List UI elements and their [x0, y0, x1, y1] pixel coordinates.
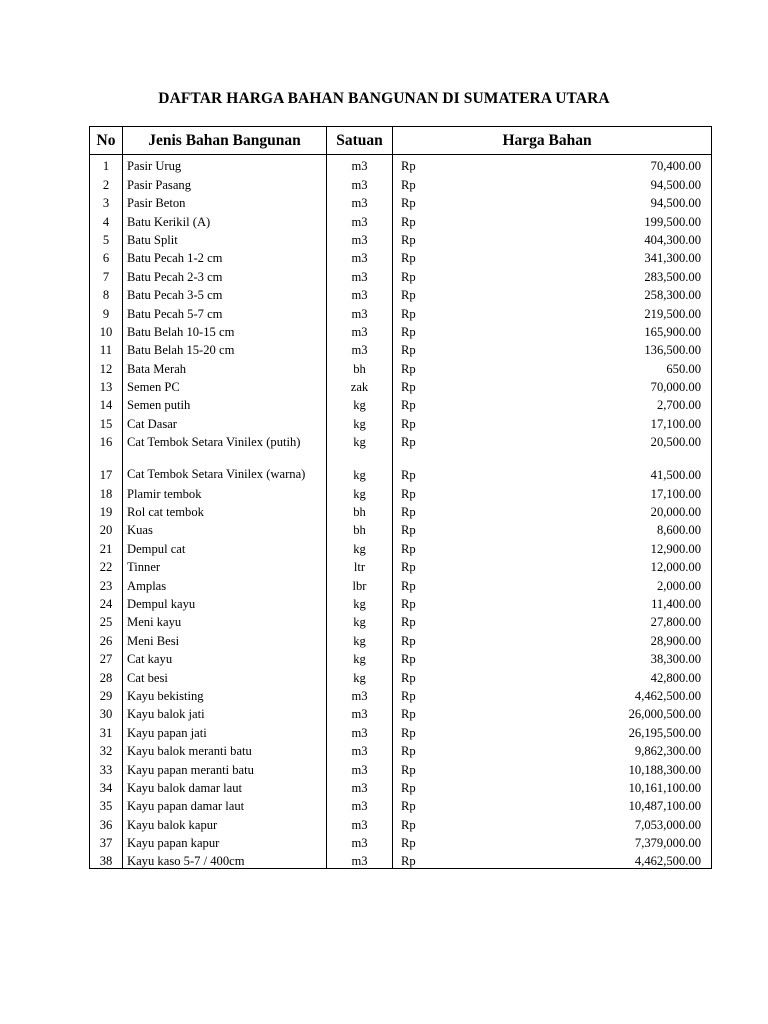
- row-no: 12: [90, 357, 123, 375]
- table-row: [90, 192, 712, 210]
- row-no: 26: [90, 629, 123, 647]
- row-no: 34: [90, 777, 123, 795]
- row-name: Batu Pecah 2-3 cm: [123, 265, 327, 283]
- row-no: 31: [90, 721, 123, 739]
- row-no: 7: [90, 265, 123, 283]
- row-price: 41,500.00: [471, 449, 712, 482]
- row-currency: Rp: [401, 324, 416, 339]
- row-unit: kg: [327, 611, 393, 629]
- row-price: 94,500.00: [471, 173, 712, 191]
- table-row: [90, 155, 712, 174]
- table-row: [90, 629, 712, 647]
- row-price: 12,900.00: [471, 537, 712, 555]
- header-no: No: [90, 127, 123, 155]
- row-currency: Rp: [401, 578, 416, 593]
- row-name: Plamir tembok: [123, 482, 327, 500]
- row-currency: Rp: [401, 361, 416, 376]
- row-price: 94,500.00: [471, 192, 712, 210]
- table-row: [90, 284, 712, 302]
- row-unit: m3: [327, 685, 393, 703]
- row-price: 7,053,000.00: [471, 813, 712, 831]
- header-name: Jenis Bahan Bangunan: [123, 127, 327, 155]
- row-currency: Rp: [401, 744, 416, 759]
- row-currency: Rp: [401, 196, 416, 211]
- row-no: 21: [90, 537, 123, 555]
- row-name: Batu Split: [123, 229, 327, 247]
- row-price: 4,462,500.00: [471, 685, 712, 703]
- row-name: Cat kayu: [123, 648, 327, 666]
- row-price: 70,000.00: [471, 376, 712, 394]
- row-name: Batu Pecah 5-7 cm: [123, 302, 327, 320]
- row-no: 32: [90, 740, 123, 758]
- row-name: Amplas: [123, 574, 327, 592]
- row-currency: Rp: [401, 306, 416, 321]
- row-unit: lbr: [327, 574, 393, 592]
- row-unit: kg: [327, 394, 393, 412]
- row-unit: kg: [327, 666, 393, 684]
- table-row: [90, 813, 712, 831]
- table-row: [90, 482, 712, 500]
- row-no: 9: [90, 302, 123, 320]
- row-price: 38,300.00: [471, 648, 712, 666]
- row-currency: Rp: [401, 541, 416, 556]
- row-currency: Rp: [401, 596, 416, 611]
- row-name: Semen putih: [123, 394, 327, 412]
- table-row: [90, 376, 712, 394]
- table-row: [90, 666, 712, 684]
- row-no: 13: [90, 376, 123, 394]
- row-unit: m3: [327, 850, 393, 869]
- row-currency: Rp: [401, 288, 416, 303]
- row-name: Kuas: [123, 519, 327, 537]
- table-row: [90, 321, 712, 339]
- row-no: 29: [90, 685, 123, 703]
- row-unit: m3: [327, 703, 393, 721]
- row-currency: Rp: [401, 523, 416, 538]
- table-row: [90, 339, 712, 357]
- row-unit: ltr: [327, 556, 393, 574]
- row-currency: Rp: [401, 398, 416, 413]
- row-price: 12,000.00: [471, 556, 712, 574]
- row-price: 650.00: [471, 357, 712, 375]
- row-price: 283,500.00: [471, 265, 712, 283]
- table-header-row: [90, 127, 712, 155]
- row-currency: Rp: [401, 269, 416, 284]
- table-row: [90, 685, 712, 703]
- row-price: 17,100.00: [471, 412, 712, 430]
- row-currency: Rp: [401, 836, 416, 851]
- row-price: 136,500.00: [471, 339, 712, 357]
- row-no: 14: [90, 394, 123, 412]
- row-price: 26,000,500.00: [471, 703, 712, 721]
- row-no: 16: [90, 431, 123, 449]
- row-unit: kg: [327, 482, 393, 500]
- row-no: 22: [90, 556, 123, 574]
- row-currency: Rp: [401, 435, 416, 450]
- row-price: 341,300.00: [471, 247, 712, 265]
- row-currency: Rp: [401, 380, 416, 395]
- table-row: [90, 394, 712, 412]
- row-currency: Rp: [401, 762, 416, 777]
- row-currency: Rp: [401, 486, 416, 501]
- row-no: 35: [90, 795, 123, 813]
- row-no: 37: [90, 832, 123, 850]
- row-name: Dempul kayu: [123, 593, 327, 611]
- table-row: [90, 501, 712, 519]
- row-price: 2,700.00: [471, 394, 712, 412]
- row-unit: m3: [327, 192, 393, 210]
- row-name: Cat besi: [123, 666, 327, 684]
- row-unit: kg: [327, 629, 393, 647]
- row-price: 11,400.00: [471, 593, 712, 611]
- row-name: Batu Belah 15-20 cm: [123, 339, 327, 357]
- row-price: 17,100.00: [471, 482, 712, 500]
- table-row: [90, 740, 712, 758]
- row-price: 28,900.00: [471, 629, 712, 647]
- row-unit: kg: [327, 593, 393, 611]
- row-unit: m3: [327, 321, 393, 339]
- row-no: 20: [90, 519, 123, 537]
- table-row: [90, 721, 712, 739]
- row-price: 27,800.00: [471, 611, 712, 629]
- row-currency: Rp: [401, 232, 416, 247]
- page-title: DAFTAR HARGA BAHAN BANGUNAN DI SUMATERA UTARA: [158, 90, 610, 107]
- row-name: Tinner: [123, 556, 327, 574]
- row-no: 6: [90, 247, 123, 265]
- row-price: 42,800.00: [471, 666, 712, 684]
- row-currency: Rp: [401, 416, 416, 431]
- row-no: 38: [90, 850, 123, 869]
- row-no: 2: [90, 173, 123, 191]
- row-name: Cat Tembok Setara Vinilex (warna): [123, 449, 327, 482]
- row-unit: m3: [327, 758, 393, 776]
- row-unit: m3: [327, 265, 393, 283]
- row-no: 27: [90, 648, 123, 666]
- row-currency: Rp: [401, 615, 416, 630]
- row-name: Bata Merah: [123, 357, 327, 375]
- table-row: [90, 795, 712, 813]
- row-no: 17: [90, 449, 123, 482]
- row-no: 28: [90, 666, 123, 684]
- row-currency: Rp: [401, 799, 416, 814]
- row-currency: Rp: [393, 850, 471, 869]
- row-name: Kayu balok kapur: [123, 813, 327, 831]
- row-price: 10,487,100.00: [471, 795, 712, 813]
- row-currency: Rp: [401, 159, 416, 174]
- row-unit: bh: [327, 357, 393, 375]
- header-unit: Satuan: [327, 127, 393, 155]
- row-unit: m3: [327, 795, 393, 813]
- price-table: [89, 126, 712, 869]
- row-price: 219,500.00: [471, 302, 712, 320]
- row-unit: kg: [327, 449, 393, 482]
- table-row: [90, 832, 712, 850]
- row-name: Kayu balok meranti batu: [123, 740, 327, 758]
- row-price: 26,195,500.00: [471, 721, 712, 739]
- row-unit: m3: [327, 721, 393, 739]
- row-name: Pasir Urug: [123, 155, 327, 174]
- row-unit: kg: [327, 412, 393, 430]
- row-no: 1: [90, 155, 123, 174]
- table-row: [90, 173, 712, 191]
- row-unit: m3: [327, 229, 393, 247]
- row-name: Pasir Beton: [123, 192, 327, 210]
- row-currency: Rp: [401, 652, 416, 667]
- table-row: [90, 537, 712, 555]
- row-no: 8: [90, 284, 123, 302]
- row-currency: Rp: [401, 633, 416, 648]
- row-no: 18: [90, 482, 123, 500]
- row-name: Batu Pecah 3-5 cm: [123, 284, 327, 302]
- row-currency: Rp: [401, 780, 416, 795]
- row-name: Meni kayu: [123, 611, 327, 629]
- row-unit: m3: [327, 777, 393, 795]
- row-currency: Rp: [401, 817, 416, 832]
- row-unit: bh: [327, 519, 393, 537]
- row-name: Semen PC: [123, 376, 327, 394]
- row-name: Rol cat tembok: [123, 501, 327, 519]
- row-currency: Rp: [401, 343, 416, 358]
- row-price: 10,188,300.00: [471, 758, 712, 776]
- row-name: Kayu bekisting: [123, 685, 327, 703]
- table-row: [90, 247, 712, 265]
- header-price: Harga Bahan: [393, 127, 712, 155]
- row-name: Batu Kerikil (A): [123, 210, 327, 228]
- row-name: Kayu balok damar laut: [123, 777, 327, 795]
- table-row: [90, 519, 712, 537]
- table-row: [90, 229, 712, 247]
- row-unit: m3: [327, 155, 393, 174]
- row-name: Kayu balok jati: [123, 703, 327, 721]
- row-currency: Rp: [401, 177, 416, 192]
- table-row: [90, 412, 712, 430]
- row-price: 8,600.00: [471, 519, 712, 537]
- row-name: Kayu papan meranti batu: [123, 758, 327, 776]
- row-name: Kayu kaso 5-7 / 400cm: [123, 850, 327, 869]
- row-unit: m3: [327, 210, 393, 228]
- table-row: [90, 777, 712, 795]
- row-currency: Rp: [401, 251, 416, 266]
- table-body: [90, 155, 712, 869]
- row-no: 19: [90, 501, 123, 519]
- row-name: Cat Dasar: [123, 412, 327, 430]
- row-name: Dempul cat: [123, 537, 327, 555]
- table-row: [90, 302, 712, 320]
- table-row: [90, 703, 712, 721]
- row-no: 10: [90, 321, 123, 339]
- row-currency: Rp: [401, 670, 416, 685]
- row-unit: m3: [327, 302, 393, 320]
- row-name: Batu Pecah 1-2 cm: [123, 247, 327, 265]
- row-name: Pasir Pasang: [123, 173, 327, 191]
- table-row: [90, 648, 712, 666]
- row-currency: Rp: [401, 214, 416, 229]
- row-unit: m3: [327, 813, 393, 831]
- row-name: Cat Tembok Setara Vinilex (putih): [123, 431, 327, 449]
- row-unit: kg: [327, 431, 393, 449]
- row-name: Kayu papan damar laut: [123, 795, 327, 813]
- table-row: [90, 357, 712, 375]
- row-unit: zak: [327, 376, 393, 394]
- row-unit: bh: [327, 501, 393, 519]
- row-unit: m3: [327, 173, 393, 191]
- row-no: 36: [90, 813, 123, 831]
- row-no: 24: [90, 593, 123, 611]
- row-unit: m3: [327, 284, 393, 302]
- row-no: 11: [90, 339, 123, 357]
- row-no: 25: [90, 611, 123, 629]
- table-row: [90, 850, 712, 869]
- row-price: 20,000.00: [471, 501, 712, 519]
- row-unit: kg: [327, 537, 393, 555]
- row-no: 23: [90, 574, 123, 592]
- row-price: 9,862,300.00: [471, 740, 712, 758]
- table-row: [90, 593, 712, 611]
- row-unit: m3: [327, 339, 393, 357]
- table-row: [90, 556, 712, 574]
- table-row: [90, 611, 712, 629]
- row-name: Kayu papan kapur: [123, 832, 327, 850]
- row-name: Batu Belah 10-15 cm: [123, 321, 327, 339]
- row-unit: m3: [327, 740, 393, 758]
- row-currency: Rp: [401, 560, 416, 575]
- row-price: 258,300.00: [471, 284, 712, 302]
- row-unit: kg: [327, 648, 393, 666]
- table-row: [90, 265, 712, 283]
- row-name: Meni Besi: [123, 629, 327, 647]
- table-row: [90, 431, 712, 449]
- row-price: 4,462,500.00: [471, 850, 712, 869]
- row-unit: m3: [327, 247, 393, 265]
- row-price: 10,161,100.00: [471, 777, 712, 795]
- row-no: 15: [90, 412, 123, 430]
- table-row: [90, 758, 712, 776]
- row-price: 70,400.00: [471, 155, 712, 174]
- row-no: 33: [90, 758, 123, 776]
- row-no: 3: [90, 192, 123, 210]
- row-unit: m3: [327, 832, 393, 850]
- row-price: 2,000.00: [471, 574, 712, 592]
- row-price: 199,500.00: [471, 210, 712, 228]
- row-no: 5: [90, 229, 123, 247]
- row-currency: Rp: [401, 505, 416, 520]
- row-price: 165,900.00: [471, 321, 712, 339]
- table-row: [90, 449, 712, 482]
- row-price: 7,379,000.00: [471, 832, 712, 850]
- row-currency: Rp: [401, 725, 416, 740]
- row-price: 20,500.00: [471, 431, 712, 449]
- row-price: 404,300.00: [471, 229, 712, 247]
- table-row: [90, 574, 712, 592]
- row-currency: Rp: [401, 688, 416, 703]
- row-name: Kayu papan jati: [123, 721, 327, 739]
- row-currency: Rp: [401, 468, 416, 483]
- row-no: 30: [90, 703, 123, 721]
- row-currency: Rp: [401, 707, 416, 722]
- row-no: 4: [90, 210, 123, 228]
- table-row: [90, 210, 712, 228]
